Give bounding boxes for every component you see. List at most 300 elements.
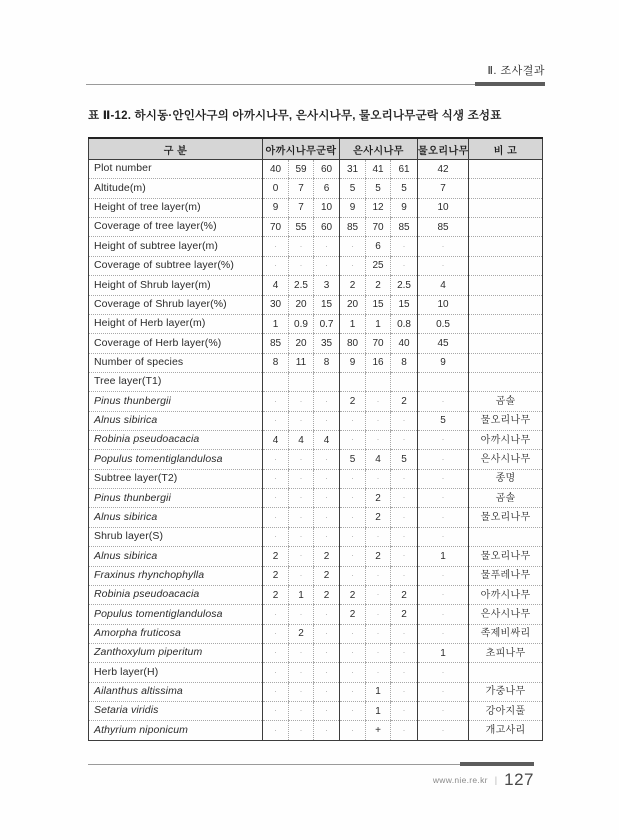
value-cell: 16 — [366, 353, 391, 372]
value-cell: · — [263, 489, 289, 508]
value-cell: 5 — [340, 179, 366, 198]
value-cell: · — [289, 411, 314, 430]
value-cell: · — [314, 508, 340, 527]
value-cell: 9 — [340, 198, 366, 217]
remark-cell — [469, 237, 543, 256]
value-cell: · — [366, 392, 391, 411]
value-cell: · — [418, 469, 469, 488]
remark-cell: 아까시나무 — [469, 431, 543, 450]
value-cell: · — [391, 256, 418, 275]
value-cell: · — [391, 489, 418, 508]
value-cell: 2 — [340, 605, 366, 624]
value-cell: 1 — [366, 314, 391, 333]
table-row — [89, 431, 543, 450]
table-row — [89, 198, 543, 217]
remark-cell — [469, 295, 543, 314]
value-cell: · — [314, 605, 340, 624]
value-cell: 7 — [289, 179, 314, 198]
value-cell: 4 — [314, 431, 340, 450]
row-label: Height of subtree layer(m) — [89, 237, 263, 256]
table-row — [89, 218, 543, 237]
value-cell: 20 — [289, 334, 314, 353]
value-cell: · — [340, 663, 366, 682]
value-cell: 2.5 — [289, 276, 314, 295]
value-cell: 4 — [263, 276, 289, 295]
value-cell: · — [340, 702, 366, 721]
remark-cell: 가중나무 — [469, 682, 543, 701]
value-cell: · — [289, 508, 314, 527]
value-cell: 41 — [366, 160, 391, 179]
value-cell: · — [314, 392, 340, 411]
value-cell: · — [340, 256, 366, 275]
species-name: Pinus thunbergii — [89, 489, 263, 508]
remark-cell: 족제비싸리 — [469, 624, 543, 643]
col-header-group-0: 아까시나무군락 — [263, 138, 340, 160]
value-cell: 0 — [263, 179, 289, 198]
value-cell — [314, 372, 340, 391]
value-cell: · — [391, 469, 418, 488]
value-cell: · — [418, 489, 469, 508]
remark-cell: 강아지풀 — [469, 702, 543, 721]
remark-cell — [469, 334, 543, 353]
row-label: Height of tree layer(m) — [89, 198, 263, 217]
value-cell: · — [340, 411, 366, 430]
value-cell: · — [366, 566, 391, 585]
value-cell: · — [418, 721, 469, 741]
value-cell: · — [391, 624, 418, 643]
remark-cell — [469, 372, 543, 391]
value-cell: · — [263, 411, 289, 430]
value-cell — [289, 372, 314, 391]
value-cell: · — [340, 721, 366, 741]
table-row — [89, 566, 543, 585]
table-row — [89, 624, 543, 643]
value-cell: · — [340, 643, 366, 662]
table-body — [89, 160, 543, 741]
remark-cell: 물푸레나무 — [469, 566, 543, 585]
value-cell: · — [314, 721, 340, 741]
value-cell: 2 — [263, 547, 289, 566]
footer-rule-accent — [460, 762, 534, 766]
value-cell: 2 — [366, 489, 391, 508]
value-cell: 4 — [366, 450, 391, 469]
value-cell: · — [418, 605, 469, 624]
value-cell: 5 — [366, 179, 391, 198]
value-cell: · — [391, 508, 418, 527]
value-cell — [418, 372, 469, 391]
value-cell: 10 — [418, 198, 469, 217]
value-cell: 5 — [391, 450, 418, 469]
remark-cell: 은사시나무 — [469, 605, 543, 624]
row-label: Coverage of Shrub layer(%) — [89, 295, 263, 314]
value-cell: · — [391, 237, 418, 256]
species-name: Alnus sibirica — [89, 411, 263, 430]
value-cell: · — [418, 450, 469, 469]
value-cell: 4 — [263, 431, 289, 450]
value-cell: 80 — [340, 334, 366, 353]
value-cell: 2 — [314, 585, 340, 604]
value-cell: · — [366, 605, 391, 624]
value-cell: 4 — [418, 276, 469, 295]
value-cell: 1 — [418, 547, 469, 566]
value-cell: 0.8 — [391, 314, 418, 333]
table-row — [89, 179, 543, 198]
value-cell: 20 — [289, 295, 314, 314]
table-row — [89, 585, 543, 604]
value-cell: · — [314, 702, 340, 721]
vegetation-table — [88, 137, 543, 741]
chapter-heading: Ⅱ. 조사결과 — [487, 65, 545, 77]
remark-cell: 곰솔 — [469, 489, 543, 508]
value-cell: 0.9 — [289, 314, 314, 333]
remark-cell: 종명 — [469, 469, 543, 488]
value-cell: · — [263, 702, 289, 721]
value-cell: 2 — [289, 624, 314, 643]
value-cell: 31 — [340, 160, 366, 179]
table-row — [89, 643, 543, 662]
value-cell — [340, 372, 366, 391]
remark-cell — [469, 160, 543, 179]
value-cell: · — [366, 624, 391, 643]
value-cell: · — [289, 237, 314, 256]
value-cell: · — [366, 431, 391, 450]
value-cell: · — [391, 411, 418, 430]
species-name: Athyrium niponicum — [94, 723, 189, 736]
table-header — [89, 138, 543, 160]
value-cell: 25 — [366, 256, 391, 275]
value-cell: 9 — [391, 198, 418, 217]
species-name: Amorpha fruticosa — [89, 624, 263, 643]
col-header-group-2: 물오리나무 — [418, 138, 469, 160]
row-label: Subtree layer(T2) — [89, 469, 263, 488]
value-cell: · — [391, 702, 418, 721]
value-cell: 30 — [263, 295, 289, 314]
header-rule — [86, 84, 545, 85]
remark-cell: 물오리나무 — [469, 547, 543, 566]
row-label: Herb layer(H) — [89, 663, 263, 682]
row-label: Coverage of Herb layer(%) — [89, 334, 263, 353]
value-cell: · — [263, 527, 289, 546]
value-cell: 1 — [366, 702, 391, 721]
value-cell: · — [418, 585, 469, 604]
value-cell: · — [289, 721, 314, 741]
value-cell: · — [314, 469, 340, 488]
row-label: Coverage of subtree layer(%) — [89, 256, 263, 275]
row-label: Tree layer(T1) — [89, 372, 263, 391]
value-cell: · — [263, 237, 289, 256]
value-cell: 5 — [340, 450, 366, 469]
table-row — [89, 372, 543, 391]
row-label: Coverage of tree layer(%) — [89, 218, 263, 237]
table-row — [89, 392, 543, 411]
table-row — [89, 334, 543, 353]
table-row — [89, 663, 543, 682]
value-cell: · — [418, 682, 469, 701]
value-cell: · — [418, 624, 469, 643]
species-name: Robinia pseudoacacia — [89, 585, 263, 604]
remark-cell — [469, 663, 543, 682]
value-cell: 2 — [340, 585, 366, 604]
value-cell: · — [263, 605, 289, 624]
remark-cell: 아까시나무 — [469, 585, 543, 604]
value-cell: 2 — [391, 585, 418, 604]
row-label: Number of species — [89, 353, 263, 372]
value-cell: 15 — [314, 295, 340, 314]
value-cell: · — [263, 392, 289, 411]
value-cell: · — [314, 489, 340, 508]
value-cell: 1 — [418, 643, 469, 662]
species-name: Ailanthus altissima — [89, 682, 263, 701]
value-cell: · — [340, 508, 366, 527]
value-cell: · — [289, 527, 314, 546]
value-cell: 85 — [263, 334, 289, 353]
value-cell: · — [366, 411, 391, 430]
remark-cell: 물오리나무 — [469, 508, 543, 527]
table-row — [89, 295, 543, 314]
value-cell: · — [391, 643, 418, 662]
value-cell: · — [418, 527, 469, 546]
remark-cell — [469, 314, 543, 333]
value-cell: 10 — [418, 295, 469, 314]
species-name: Populus tomentiglandulosa — [89, 450, 263, 469]
value-cell: · — [289, 682, 314, 701]
value-cell: · — [289, 256, 314, 275]
value-cell: 1 — [289, 585, 314, 604]
value-cell: · — [263, 643, 289, 662]
value-cell: · — [391, 663, 418, 682]
value-cell: · — [418, 702, 469, 721]
value-cell: · — [340, 624, 366, 643]
value-cell: · — [391, 431, 418, 450]
value-cell: · — [289, 392, 314, 411]
value-cell: · — [340, 431, 366, 450]
species-name: Setaria viridis — [89, 702, 263, 721]
value-cell: 12 — [366, 198, 391, 217]
value-cell: · — [289, 643, 314, 662]
value-cell: 60 — [314, 160, 340, 179]
value-cell: + — [366, 721, 391, 741]
table-row — [89, 682, 543, 701]
value-cell: 35 — [314, 334, 340, 353]
value-cell: 0.7 — [314, 314, 340, 333]
value-cell: 85 — [340, 218, 366, 237]
value-cell — [263, 372, 289, 391]
value-cell: 1 — [263, 314, 289, 333]
value-cell: 42 — [418, 160, 469, 179]
value-cell: · — [263, 508, 289, 527]
table-row — [89, 411, 543, 430]
value-cell: 5 — [391, 179, 418, 198]
value-cell: 2 — [391, 392, 418, 411]
value-cell: · — [314, 256, 340, 275]
value-cell: · — [314, 663, 340, 682]
value-cell: · — [418, 508, 469, 527]
table-title: 표 Ⅱ-12. 하시동·안인사구의 아까시나무, 은사시나무, 물오리나무군락 식생 조성표 — [88, 110, 502, 122]
value-cell: 15 — [366, 295, 391, 314]
species-name: Alnus sibirica — [89, 547, 263, 566]
value-cell: · — [391, 566, 418, 585]
value-cell: · — [289, 566, 314, 585]
value-cell: 59 — [289, 160, 314, 179]
col-header-group-1: 은사시나무 — [340, 138, 418, 160]
row-label: Altitude(m) — [89, 179, 263, 198]
value-cell: · — [263, 682, 289, 701]
value-cell: · — [366, 469, 391, 488]
value-cell: 6 — [314, 179, 340, 198]
value-cell: 2 — [263, 585, 289, 604]
value-cell: 9 — [418, 353, 469, 372]
value-cell: 60 — [314, 218, 340, 237]
value-cell: 7 — [289, 198, 314, 217]
value-cell: · — [391, 682, 418, 701]
value-cell: · — [263, 721, 289, 741]
value-cell: · — [289, 489, 314, 508]
table-row — [89, 489, 543, 508]
remark-cell — [469, 276, 543, 295]
page-footer — [88, 770, 534, 790]
remark-cell — [469, 353, 543, 372]
value-cell: 2 — [366, 547, 391, 566]
value-cell: · — [418, 392, 469, 411]
table-row — [89, 276, 543, 295]
value-cell: · — [289, 605, 314, 624]
table-row — [89, 605, 543, 624]
value-cell: 61 — [391, 160, 418, 179]
value-cell: 85 — [391, 218, 418, 237]
table-row — [89, 721, 543, 741]
value-cell: 3 — [314, 276, 340, 295]
value-cell: · — [289, 450, 314, 469]
value-cell: 9 — [340, 353, 366, 372]
species-name: Fraxinus rhynchophylla — [89, 566, 263, 585]
value-cell: 15 — [391, 295, 418, 314]
table-row — [89, 353, 543, 372]
value-cell: 4 — [289, 431, 314, 450]
remark-cell — [469, 179, 543, 198]
value-cell: 20 — [340, 295, 366, 314]
value-cell: 70 — [263, 218, 289, 237]
value-cell: 9 — [263, 198, 289, 217]
value-cell: 2 — [314, 547, 340, 566]
value-cell: 70 — [366, 218, 391, 237]
value-cell: · — [314, 682, 340, 701]
value-cell: · — [340, 527, 366, 546]
table-row — [89, 508, 543, 527]
website-url: www.nie.re.kr — [432, 775, 488, 785]
value-cell: · — [314, 643, 340, 662]
row-label: Height of Shrub layer(m) — [89, 276, 263, 295]
value-cell: · — [340, 682, 366, 701]
table-row — [89, 547, 543, 566]
value-cell: · — [263, 469, 289, 488]
value-cell: · — [314, 237, 340, 256]
value-cell: 2 — [366, 276, 391, 295]
value-cell: · — [340, 566, 366, 585]
remark-cell: 곰솔 — [469, 392, 543, 411]
row-label: Shrub layer(S) — [89, 527, 263, 546]
table-row — [89, 256, 543, 275]
species-name: Alnus sibirica — [89, 508, 263, 527]
value-cell: 0.5 — [418, 314, 469, 333]
value-cell — [391, 372, 418, 391]
footer-rule — [88, 764, 534, 765]
remark-cell: 은사시나무 — [469, 450, 543, 469]
value-cell: · — [263, 624, 289, 643]
remark-cell — [469, 198, 543, 217]
value-cell: · — [418, 256, 469, 275]
value-cell: · — [391, 721, 418, 741]
table-row — [89, 237, 543, 256]
table-row — [89, 160, 543, 179]
value-cell: 70 — [366, 334, 391, 353]
value-cell: · — [263, 450, 289, 469]
value-cell: 1 — [340, 314, 366, 333]
value-cell: 5 — [418, 411, 469, 430]
value-cell — [366, 372, 391, 391]
value-cell: · — [340, 237, 366, 256]
value-cell: 2 — [391, 605, 418, 624]
header-rule-accent — [475, 82, 545, 86]
value-cell: · — [340, 489, 366, 508]
species-name: Zanthoxylum piperitum — [89, 643, 263, 662]
value-cell: 8 — [263, 353, 289, 372]
value-cell: 2 — [314, 566, 340, 585]
value-cell: 7 — [418, 179, 469, 198]
value-cell: · — [289, 547, 314, 566]
value-cell: · — [289, 469, 314, 488]
value-cell: · — [418, 663, 469, 682]
value-cell: 2 — [340, 276, 366, 295]
value-cell: · — [314, 527, 340, 546]
table-row — [89, 450, 543, 469]
value-cell: 6 — [366, 237, 391, 256]
value-cell: · — [314, 624, 340, 643]
value-cell: · — [366, 663, 391, 682]
value-cell: · — [314, 411, 340, 430]
value-cell: 8 — [314, 353, 340, 372]
value-cell: 10 — [314, 198, 340, 217]
remark-cell: 초피나무 — [469, 643, 543, 662]
value-cell: 1 — [366, 682, 391, 701]
value-cell: 2 — [340, 392, 366, 411]
value-cell: · — [263, 256, 289, 275]
table-row — [89, 702, 543, 721]
value-cell: 8 — [391, 353, 418, 372]
remark-cell: 물오리나무 — [469, 411, 543, 430]
value-cell: · — [418, 566, 469, 585]
value-cell: · — [289, 663, 314, 682]
value-cell: · — [391, 527, 418, 546]
value-cell: 11 — [289, 353, 314, 372]
value-cell: 2.5 — [391, 276, 418, 295]
value-cell: · — [366, 585, 391, 604]
species-name: Pinus thunbergii — [89, 392, 263, 411]
page-number: 127 — [504, 770, 534, 789]
table-row — [89, 314, 543, 333]
col-header-category: 구 분 — [89, 138, 263, 160]
value-cell: 2 — [263, 566, 289, 585]
species-name: Robinia pseudoacacia — [89, 431, 263, 450]
value-cell: · — [289, 702, 314, 721]
value-cell: 40 — [263, 160, 289, 179]
col-header-remark: 비 고 — [469, 138, 543, 160]
value-cell: 45 — [418, 334, 469, 353]
value-cell: 40 — [391, 334, 418, 353]
row-label: Plot number — [89, 160, 263, 179]
value-cell: 55 — [289, 218, 314, 237]
value-cell: 85 — [418, 218, 469, 237]
value-cell: · — [366, 643, 391, 662]
